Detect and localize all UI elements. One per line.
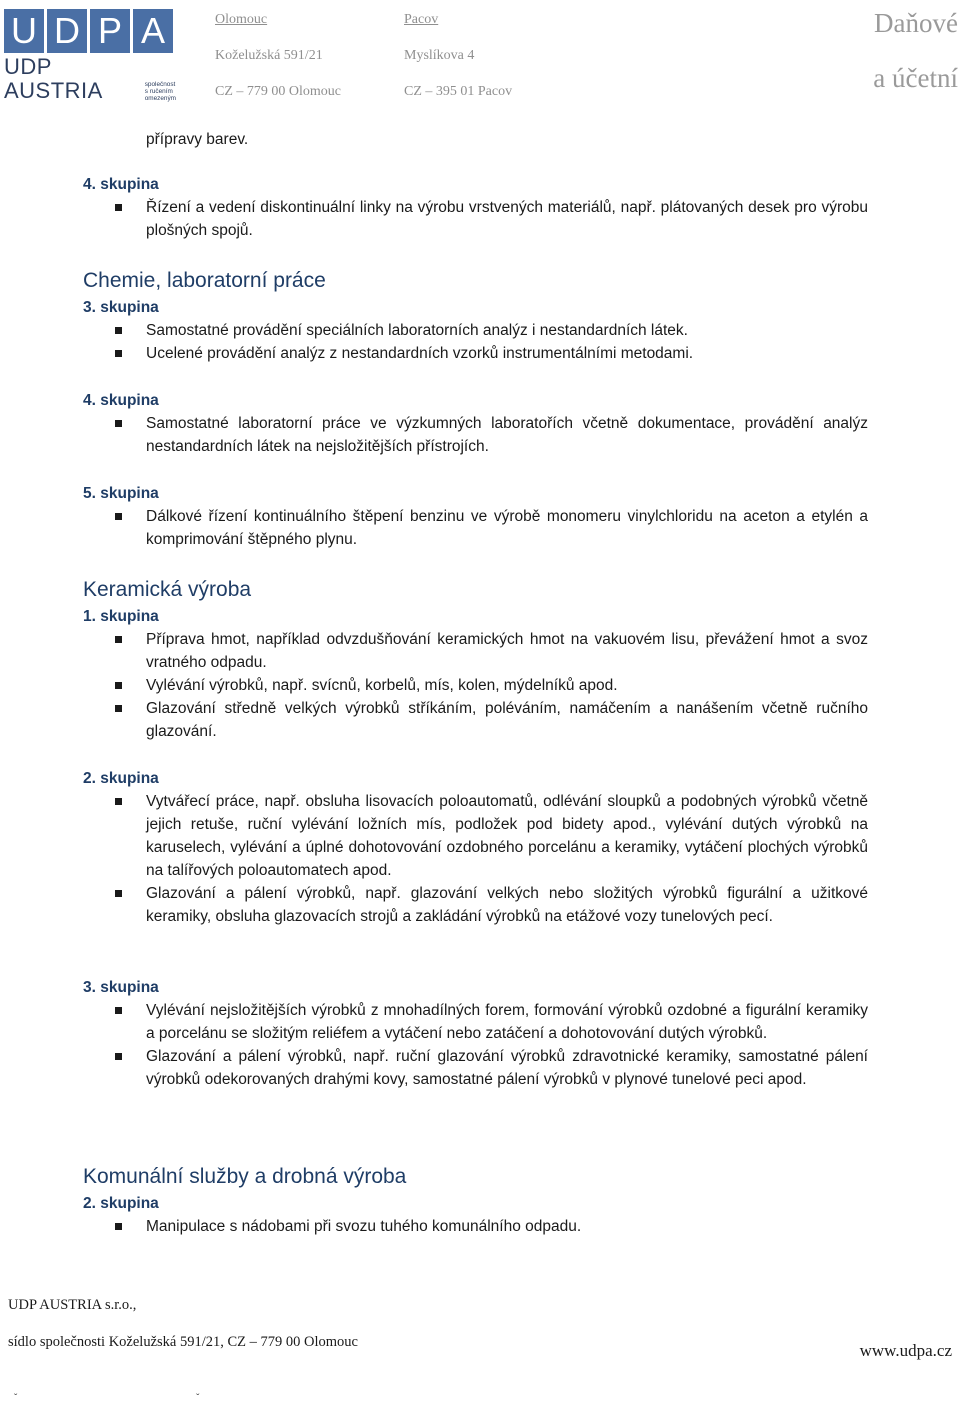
section-heading: Chemie, laboratorní práce xyxy=(83,269,326,292)
square-bullet-icon xyxy=(115,420,122,427)
group-label: 3. skupina xyxy=(83,979,159,996)
list-item: Vylévání výrobků, např. svícnů, korbelů, mís, kolen, mýdelníků apod. xyxy=(83,674,868,697)
list-item: Manipulace s nádobami při svozu tuhého komunálního odpadu. xyxy=(83,1215,868,1238)
square-bullet-icon xyxy=(115,705,122,712)
group-item-list xyxy=(83,790,868,928)
office-pacov-street: Myslíkova 4 xyxy=(404,48,475,63)
logo-tagline: společnost s ručením omezeným xyxy=(144,81,176,102)
square-bullet-icon xyxy=(115,798,122,805)
office-pacov-address xyxy=(404,10,512,118)
square-bullet-icon xyxy=(115,1007,122,1014)
square-bullet-icon xyxy=(115,513,122,520)
group-item-list xyxy=(83,412,868,458)
list-item: Ucelené provádění analýz z nestandardních vzorků instrumentálními metodami. xyxy=(83,342,868,365)
office-pacov-zip: CZ – 395 01 Pacov xyxy=(404,84,513,99)
square-bullet-icon xyxy=(115,327,122,334)
group-label: 2. skupina xyxy=(83,770,159,787)
office-pacov-city-link[interactable]: Pacov xyxy=(404,12,439,27)
group-label: 1. skupina xyxy=(83,608,159,625)
group-label: 5. skupina xyxy=(83,485,159,502)
office-olomouc-city-link[interactable]: Olomouc xyxy=(215,12,268,27)
office-olomouc-address xyxy=(215,10,341,118)
group-item-list xyxy=(83,1215,868,1238)
group-item-list xyxy=(83,196,868,242)
group-label: 3. skupina xyxy=(83,299,159,316)
logo-tile: P xyxy=(90,9,130,53)
footer-cutoff-marks: ˇ ˇ xyxy=(14,1393,288,1404)
square-bullet-icon xyxy=(115,1053,122,1060)
list-item: Vytvářecí práce, např. obsluha lisovacích poloautomatů, odlévání sloupků a podobných výrobků včetně jejich retuše, ruční vylévání ložních mís, podložek pod bidety apod., vylévání dutých výrobků na karuselech, vylévání a úplné dohotovování ozdobného porcelánu a keramiky, vytáčení plochých výrobků na talířových poloautomatech apod. xyxy=(83,790,868,882)
logo-tiles xyxy=(4,9,176,53)
list-item: Vylévání nejsložitějších výrobků z mnohadílných forem, formování výrobků ozdobné a figurální keramiky a porcelánu se složitým reliéfem a vytáčení nebo zatáčení a dohotovování dutých výrobků. xyxy=(83,999,868,1045)
square-bullet-icon xyxy=(115,204,122,211)
group-item-list xyxy=(83,628,868,743)
logo-tile: U xyxy=(4,9,44,53)
footer-company: UDP AUSTRIA s.r.o., xyxy=(8,1297,137,1313)
brand-line-2: a účetní xyxy=(873,63,958,93)
continuation-text: přípravy barev. xyxy=(146,131,249,148)
list-item: Glazování a pálení výrobků, např. glazování velkých nebo složitých výrobků figurální a užitkové keramiky, obsluha glazovacích strojů a zakládání výrobků na etážové vozy tunelových pecí. xyxy=(83,882,868,928)
footer-seat-address: sídlo společnosti Koželužská 591/21, CZ – 779 00 Olomouc xyxy=(8,1334,358,1350)
section-heading: Komunální služby a drobná výroba xyxy=(83,1165,407,1188)
list-item: Řízení a vedení diskontinuální linky na výrobu vrstvených materiálů, např. plátovaných desek pro výrobu plošných spojů. xyxy=(83,196,868,242)
footer-website-link[interactable]: www.udpa.cz xyxy=(859,1341,952,1360)
logo-tile: A xyxy=(133,9,173,53)
group-label: 2. skupina xyxy=(83,1195,159,1212)
list-item: Příprava hmot, například odvzdušňování keramických hmot na vakuovém lisu, převážení hmot a svoz vratného odpadu. xyxy=(83,628,868,674)
group-label: 4. skupina xyxy=(83,392,159,409)
group-item-list xyxy=(83,999,868,1091)
list-item: Glazování středně velkých výrobků stříkáním, poléváním, namáčením a nanášením včetně ručního glazování. xyxy=(83,697,868,743)
list-item: Samostatné provádění speciálních laboratorních analýz i nestandardních látek. xyxy=(83,319,868,342)
section-heading: Keramická výroba xyxy=(83,578,252,601)
company-logo xyxy=(4,9,176,103)
group-label: 4. skupina xyxy=(83,176,159,193)
logo-tile: D xyxy=(47,9,87,53)
office-olomouc-zip: CZ – 779 00 Olomouc xyxy=(215,84,341,99)
logo-brand-text: UDP AUSTRIA xyxy=(4,54,103,103)
office-olomouc-street: Koželužská 591/21 xyxy=(215,48,323,63)
group-item-list xyxy=(83,505,868,551)
brand-line-1: Daňové xyxy=(874,8,958,38)
list-item: Glazování a pálení výrobků, např. ruční glazování výrobků zdravotnické keramiky, samostatné pálení výrobků odekorovaných drahými kovy, samostatné pálení výrobků v plynové tunelové peci apod. xyxy=(83,1045,868,1091)
list-item: Dálkové řízení kontinuálního štěpení benzinu ve výrobě monomeru vinylchloridu na aceton a etylén a komprimování štěpného plynu. xyxy=(83,505,868,551)
square-bullet-icon xyxy=(115,1223,122,1230)
square-bullet-icon xyxy=(115,636,122,643)
square-bullet-icon xyxy=(115,350,122,357)
list-item: Samostatné laboratorní práce ve výzkumných laboratořích včetně dokumentace, provádění analýz nestandardních látek na nejsložitějších přístrojích. xyxy=(83,412,868,458)
square-bullet-icon xyxy=(115,890,122,897)
square-bullet-icon xyxy=(115,682,122,689)
header-brand-slogan xyxy=(873,0,958,106)
group-item-list xyxy=(83,319,868,365)
